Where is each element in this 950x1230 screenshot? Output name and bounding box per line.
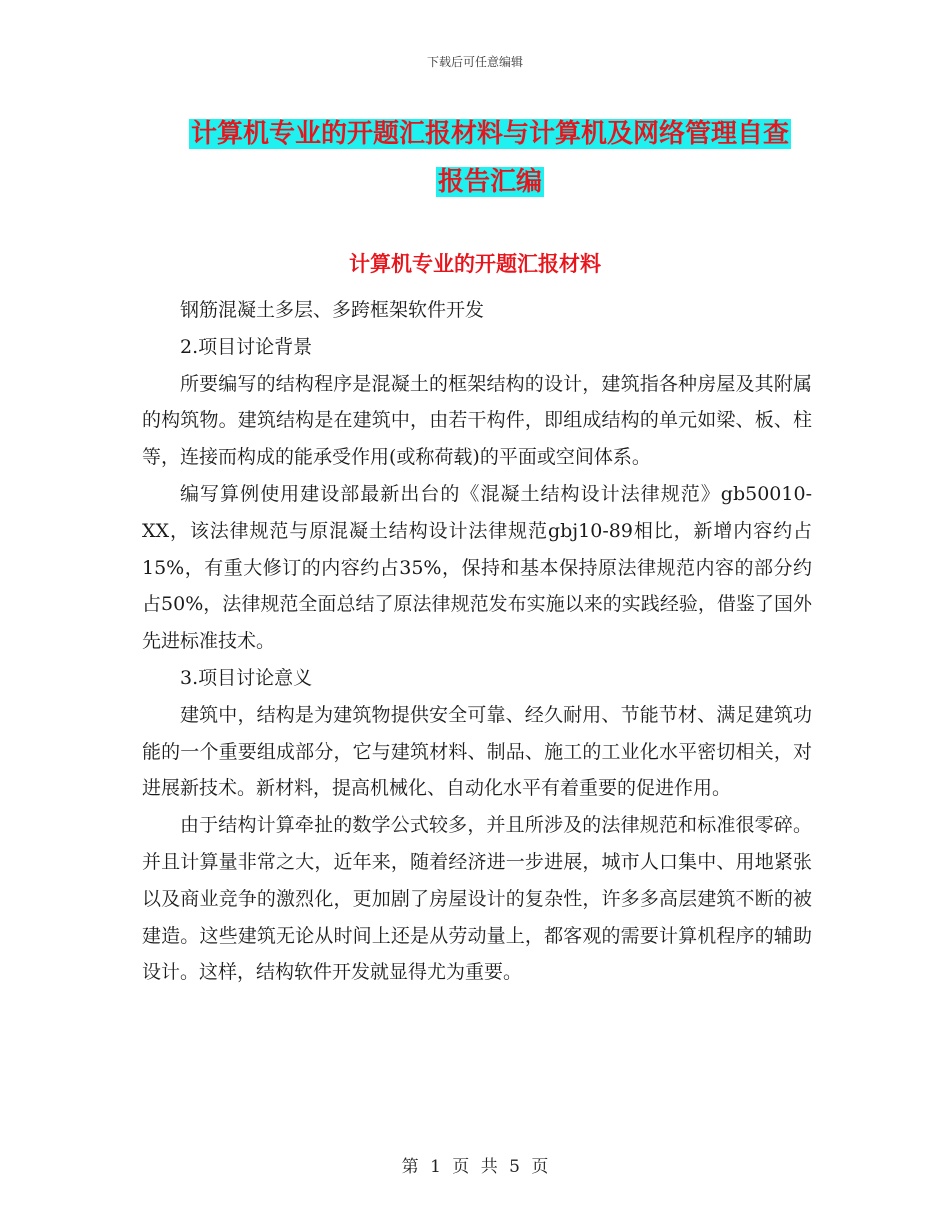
body-text: [142, 292, 812, 991]
paragraph-significance: 建筑中，结构是为建筑物提供安全可靠、经久耐用、节能节材、满足建筑功能的一个重要组成部分，它与建筑材料、制品、施工的工业化水平密切相关，对进展新技术。新材料，提高机械化、自动化水平有着重要的促进作用。: [142, 703, 812, 800]
paragraph-code-standard: 编写算例使用建设部最新出台的《混凝土结构设计法律规范》gb50010-XX，该法律规范与原混凝土结构设计法律规范gbj10-89相比，新增内容约占15%，有重大修订的内容约占35%，保持和基本保持原法律规范内容的部分约占50%，法律规范全面总结了原法律规范发布实施以来的实践经验，借鉴了国外先进标准技术。: [142, 482, 812, 653]
page-footer: 第 1 页 共 5 页: [401, 1157, 549, 1177]
paragraph-project-title: 钢筋混凝土多层、多跨框架软件开发: [180, 299, 485, 321]
section-title: 计算机专业的开题汇报材料: [349, 252, 601, 276]
heading-project-background: 2.项目讨论背景: [180, 335, 313, 358]
document-title: [140, 110, 840, 206]
header-note: 下载后可任意编辑: [426, 55, 523, 69]
heading-project-significance: 3.项目讨论意义: [180, 666, 313, 689]
paragraph-software-importance: 由于结构计算牵扯的数学公式较多，并且所涉及的法律规范和标准很零碎。并且计算量非常之大，近年来，随着经济进一步进展，城市人口集中、用地紧张以及商业竞争的激烈化，更加剧了房屋设计的复杂性，许多多高层建筑不断的被建造。这些建筑无论从时间上还是从劳动量上，都客观的需要计算机程序的辅助设计。这样，结构软件开发就显得尤为重要。: [142, 814, 812, 984]
document-title-line-1: 计算机专业的开题汇报材料与计算机及网络管理自查: [190, 119, 789, 149]
paragraph-background: 所要编写的结构程序是混凝土的框架结构的设计，建筑指各种房屋及其附属的构筑物。建筑结构是在建筑中，由若干构件，即组成结构的单元如梁、板、柱等，连接而构成的能承受作用(或称荷载)的平面或空间体系。: [142, 372, 812, 469]
document-title-line-2: 报告汇编: [437, 167, 542, 197]
